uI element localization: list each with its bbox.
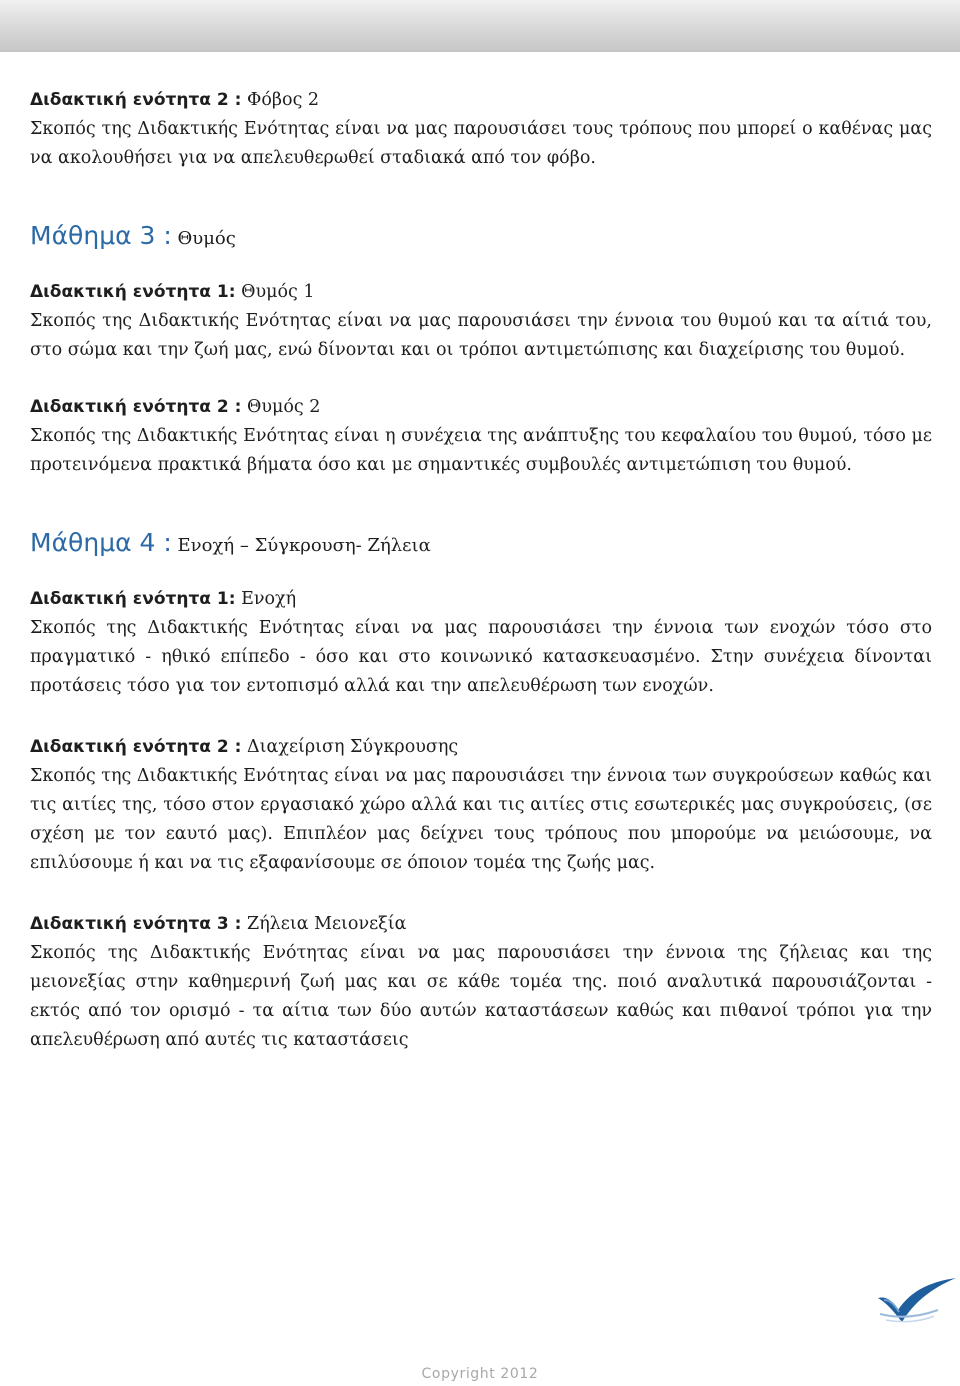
unit-description: Σκοπός της Διδακτικής Ενότητας είναι να μας παρουσιάσει την έννοια των ενοχών τόσο στο πραγματικό - ηθικό επίπεδο - όσο και στο κοινωνικό κατασκευασμένο. Στην συνέχεια δίνονται προτάσεις τόσο για τον εντοπισμό αλλά και την απελευθέρωση των ενοχών. <box>30 618 932 696</box>
unit-label: Διδακτική ενότητα 2 : <box>30 397 242 417</box>
header-bar <box>0 0 960 52</box>
unit-title: Ενοχή <box>235 589 297 609</box>
unit-jealousy <box>30 910 932 1055</box>
unit-description: Σκοπός της Διδακτικής Ενότητας είναι να μας παρουσιάσει την έννοια της ζήλειας και της μειονεξίας στην καθημερινή ζωή μας και σε κάθε τομέα της. ποιό αναλυτικά παρουσιάζονται - εκτός από τον ορισμό - τα αίτια των δύο αυτών καταστάσεων καθώς και πιθανοί τρόποι για την απελευθέρωση από αυτές τις καταστάσεις <box>30 943 932 1050</box>
unit-label: Διδακτική ενότητα 3 : <box>30 914 242 934</box>
document-body <box>30 86 932 1055</box>
unit-anger-2 <box>30 393 932 480</box>
unit-anger-1 <box>30 278 932 365</box>
checkmark-logo-icon <box>876 1276 958 1324</box>
unit-heading <box>30 393 932 422</box>
lesson-4-heading <box>30 528 932 557</box>
lesson-label: Μάθημα 4 : <box>30 528 172 557</box>
unit-label: Διδακτική ενότητα 1: <box>30 282 236 302</box>
lesson-title: Θυμός <box>171 228 236 249</box>
unit-conflict <box>30 733 932 878</box>
unit-title: Διαχείριση Σύγκρουσης <box>241 737 459 757</box>
unit-description: Σκοπός της Διδακτικής Ενότητας είναι η συνέχεια της ανάπτυξης του κεφαλαίου του θυμού, τόσο με προτεινόμενα πρακτικά βήματα όσο και με σημαντικές συμβουλές αντιμετώπιση του θυμού. <box>30 426 932 475</box>
lesson-label: Μάθημα 3 : <box>30 221 172 250</box>
unit-heading <box>30 585 932 614</box>
unit-guilt <box>30 585 932 701</box>
unit-heading <box>30 910 932 939</box>
unit-title: Θυμός 2 <box>241 397 321 417</box>
lesson-title: Ενοχή – Σύγκρουση- Ζήλεια <box>171 535 431 556</box>
unit-heading <box>30 278 932 307</box>
copyright-text: Copyright 2012 <box>421 1366 539 1382</box>
unit-fear-2 <box>30 86 932 173</box>
unit-label: Διδακτική ενότητα 2 : <box>30 90 242 110</box>
unit-heading <box>30 86 932 115</box>
unit-title: Θυμός 1 <box>235 282 315 302</box>
unit-description: Σκοπός της Διδακτικής Ενότητας είναι να μας παρουσιάσει την έννοια των συγκρούσεων καθώς και τις αιτίες της, τόσο στον εργασιακό χώρο αλλά και τις αιτίες στις εσωτερικές μας συγκρούσεις, (σε σχέση με τον εαυτό μας). Επιπλέον μας δείχνει τους τρόπους που μπορούμε να μειώσουμε, να επιλύσουμε ή και να τις εξαφανίσουμε σε όποιον τομέα της ζωής μας. <box>30 766 932 873</box>
unit-description: Σκοπός της Διδακτικής Ενότητας είναι να μας παρουσιάσει την έννοια του θυμού και τα αίτιά του, στο σώμα και την ζωή μας, ενώ δίνονται και οι τρόποι αντιμετώπισης και διαχείρισης του θυμού. <box>30 311 932 360</box>
unit-label: Διδακτική ενότητα 1: <box>30 589 236 609</box>
lesson-3-heading <box>30 221 932 250</box>
unit-label: Διδακτική ενότητα 2 : <box>30 737 242 757</box>
unit-title: Φόβος 2 <box>241 90 320 110</box>
unit-description: Σκοπός της Διδακτικής Ενότητας είναι να μας παρουσιάσει τους τρόπους που μπορεί ο καθένας μας να ακολουθήσει για να απελευθερωθεί σταδιακά από τον φόβο. <box>30 119 932 168</box>
unit-title: Ζήλεια Μειονεξία <box>241 914 407 934</box>
unit-heading <box>30 733 932 762</box>
